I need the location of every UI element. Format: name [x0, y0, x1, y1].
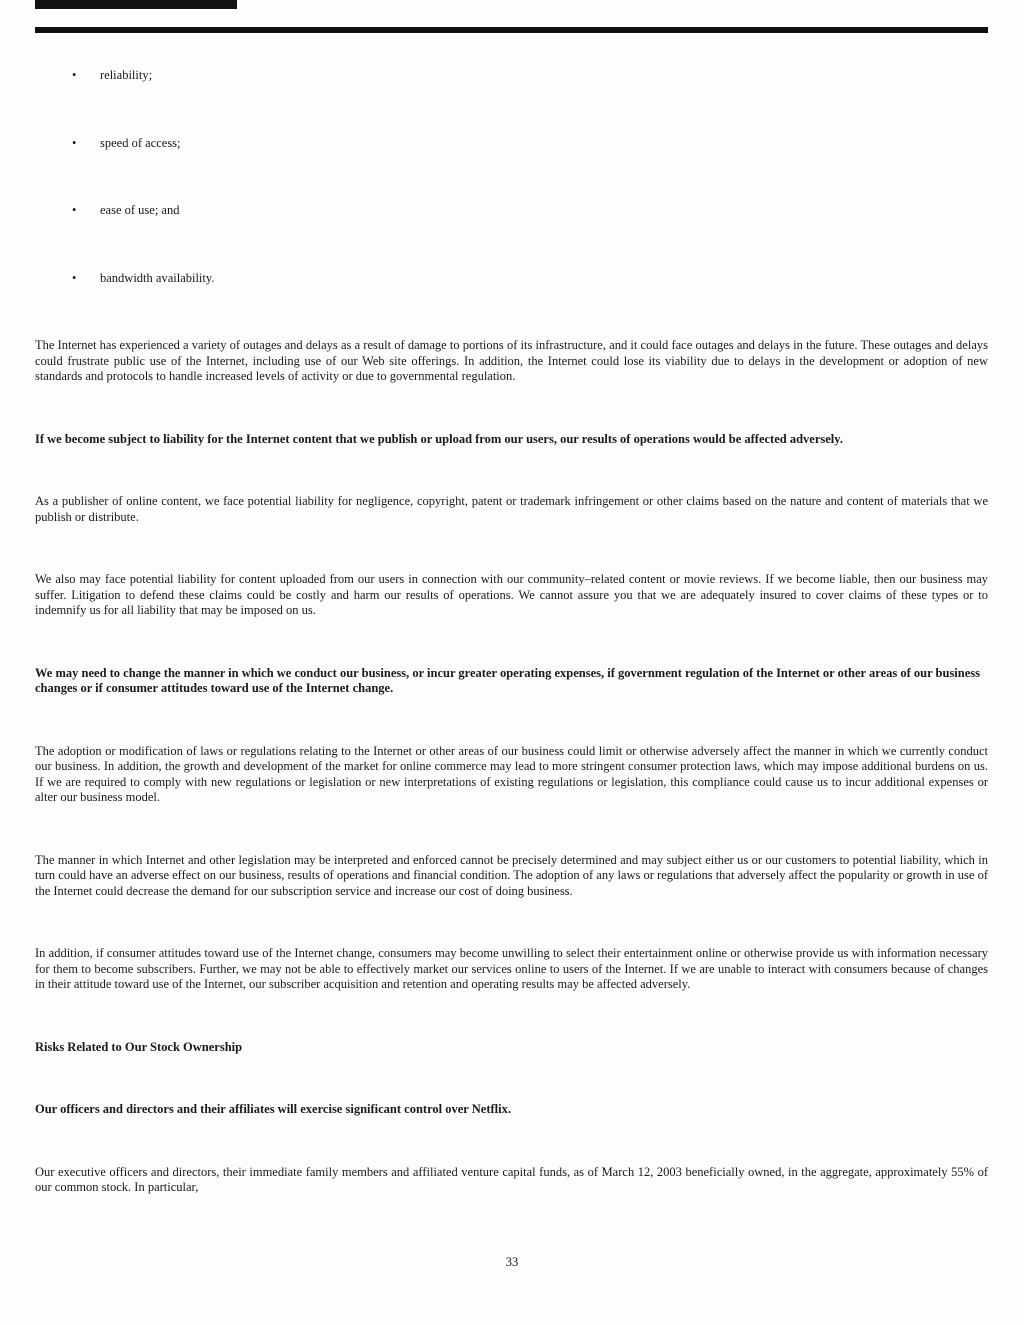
bullet-item: [35, 136, 988, 152]
section-heading: If we become subject to liability for the Internet content that we publish or upload from our users, our results of operations would be affected adversely.: [35, 431, 843, 446]
bullet-icon: •: [72, 68, 77, 82]
bullet-item: [35, 203, 988, 219]
page-number: 33: [505, 1255, 519, 1269]
bullet-text: bandwidth availability.: [100, 270, 215, 285]
body-paragraph: The adoption or modification of laws or regulations relating to the Internet or other areas of our business could limit or otherwise adversely affect the manner in which we currently conduct our business. In addition, the growth and development of the market for online commerce may lead to more stringent consumer protection laws, which may impose additional burdens on us. If we are required to comply with new regulations or legislation or new interpretations of existing regulations or legislation, this compliance could cause us to incur additional expenses or alter our business model.: [35, 743, 988, 804]
bullet-item: [35, 68, 988, 84]
section-heading: We may need to change the manner in which we conduct our business, or incur greater operating expenses, if government regulation of the Internet or other areas of our business changes or if consumer attitudes toward use of the Internet change.: [35, 665, 981, 695]
body-paragraph: Our executive officers and directors, their immediate family members and affiliated venture capital funds, as of March 12, 2003 beneficially owned, in the aggregate, approximately 55% of our common stock. In particular,: [35, 1164, 988, 1194]
page-footer: [0, 1255, 1024, 1270]
horizontal-rule: [35, 27, 988, 33]
body-paragraph: The Internet has experienced a variety of outages and delays as a result of damage to portions of its infrastructure, and it could face outages and delays in the future. These outages and delays could frustrate public use of the Internet, including use of our Web site offerings. In addition, the Internet could lose its viability due to delays in the development or adoption of new standards and protocols to handle increased levels of activity or due to governmental regulation.: [35, 338, 988, 383]
section-heading: Our officers and directors and their affiliates will exercise significant control over Netflix.: [35, 1102, 511, 1116]
bullet-item: [35, 271, 988, 287]
document-body: [35, 68, 988, 1243]
bullet-text: ease of use; and: [100, 203, 180, 217]
top-partial-bar: [35, 0, 237, 9]
body-paragraph: The manner in which Internet and other legislation may be interpreted and enforced cannot be precisely determined and may subject either us or our customers to potential liability, which in turn could have an adverse effect on our business, results of operations and financial condition. The adoption of any laws or regulations that adversely affect the popularity or growth in use of the Internet could decrease the demand for our subscription service and increase our cost of doing business.: [35, 852, 988, 898]
bullet-icon: •: [72, 135, 77, 150]
bullet-text: speed of access;: [100, 135, 181, 150]
body-paragraph: We also may face potential liability for content uploaded from our users in connection with our community–related content or movie reviews. If we become liable, then our business may suffer. Litigation to defend these claims could be costly and harm our results of operations. We cannot assure you that we are adequately insured to cover claims of these types or to indemnify us for all liability that may be imposed on us.: [35, 572, 988, 617]
body-paragraph: As a publisher of online content, we face potential liability for negligence, copyright, patent or trademark infringement or other claims based on the nature and content of materials that we publish or distribute.: [35, 494, 988, 524]
bullet-text: reliability;: [100, 68, 153, 82]
bullet-icon: •: [72, 270, 77, 285]
section-heading: Risks Related to Our Stock Ownership: [35, 1039, 243, 1054]
bullet-icon: •: [72, 203, 77, 217]
body-paragraph: In addition, if consumer attitudes toward use of the Internet change, consumers may become unwilling to select their entertainment online or otherwise provide us with information necessary for them to become subscribers. Further, we may not be able to effectively market our services online to users of the Internet. If we are unable to interact with consumers because of changes in their attitude toward use of the Internet, our subscriber acquisition and retention and operating results may be affected adversely.: [35, 946, 988, 991]
